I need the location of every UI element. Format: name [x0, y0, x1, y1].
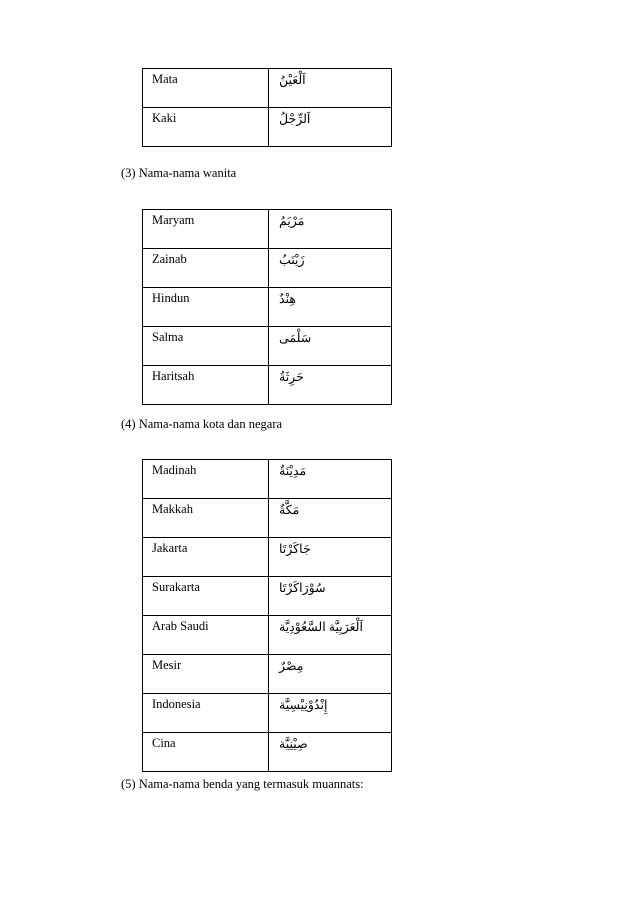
table-row [143, 616, 392, 655]
table-row [143, 538, 392, 577]
table-row [143, 327, 392, 366]
latin-cell: Cina [143, 733, 269, 772]
table-body-parts [142, 68, 392, 147]
table-row [143, 655, 392, 694]
table-row [143, 69, 392, 108]
latin-cell: Mata [143, 69, 269, 108]
arabic-cell: مَرْيَمُ [269, 210, 392, 249]
latin-cell: Zainab [143, 249, 269, 288]
arabic-cell: سُوْرَاكَرْتَا [269, 577, 392, 616]
arabic-cell: مَدِيْنَةٌ [269, 460, 392, 499]
latin-cell: Kaki [143, 108, 269, 147]
table-row [143, 108, 392, 147]
latin-cell: Indonesia [143, 694, 269, 733]
latin-cell: Maryam [143, 210, 269, 249]
latin-cell: Surakarta [143, 577, 269, 616]
arabic-cell: هِنْدٌ [269, 288, 392, 327]
latin-cell: Mesir [143, 655, 269, 694]
latin-cell: Madinah [143, 460, 269, 499]
arabic-cell: اَلْعَرَبِيَّة السَّعُوْدِيَّة [269, 616, 392, 655]
arabic-cell: جَاكَرْتَا [269, 538, 392, 577]
table-row [143, 460, 392, 499]
table-row [143, 366, 392, 405]
latin-cell: Arab Saudi [143, 616, 269, 655]
arabic-cell: سَلْمَى [269, 327, 392, 366]
table-row [143, 249, 392, 288]
table-row [143, 288, 392, 327]
latin-cell: Makkah [143, 499, 269, 538]
arabic-cell: اَلرِّجْلُ [269, 108, 392, 147]
latin-cell: Hindun [143, 288, 269, 327]
arabic-cell: إِنْدُوْنِيْسِيَّة [269, 694, 392, 733]
section-heading-objects: (5) Nama-nama benda yang termasuk muannats: [121, 777, 364, 791]
latin-cell: Haritsah [143, 366, 269, 405]
latin-cell: Salma [143, 327, 269, 366]
table-row [143, 694, 392, 733]
table-row [143, 499, 392, 538]
table-row [143, 577, 392, 616]
section-heading-women: (3) Nama-nama wanita [121, 166, 237, 180]
table-row [143, 733, 392, 772]
arabic-cell: مَكَّةٌ [269, 499, 392, 538]
arabic-cell: اَلْعَيْنُ [269, 69, 392, 108]
arabic-cell: حَرِثَةُ [269, 366, 392, 405]
latin-cell: Jakarta [143, 538, 269, 577]
table-places [142, 459, 392, 772]
table-row [143, 210, 392, 249]
arabic-cell: مِصْرٌ [269, 655, 392, 694]
arabic-cell: زَيْنَبُ [269, 249, 392, 288]
arabic-cell: صِيْنِيَّة [269, 733, 392, 772]
section-heading-places: (4) Nama-nama kota dan negara [121, 417, 283, 431]
table-women-names [142, 209, 392, 405]
